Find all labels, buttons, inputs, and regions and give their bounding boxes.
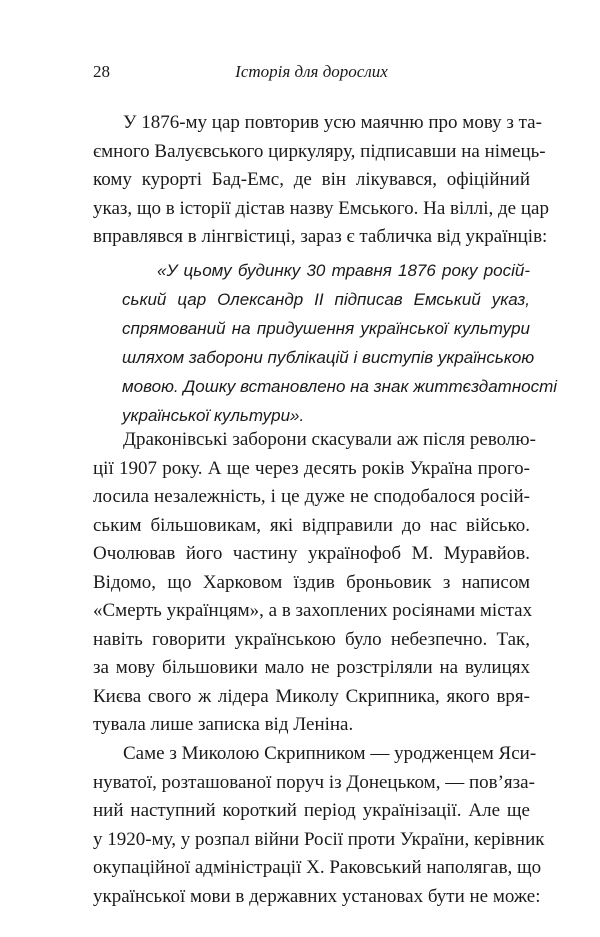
- running-header: [93, 62, 530, 86]
- page-number: 28: [93, 62, 110, 81]
- text-line: ським більшовикам, які відправили до нас військо.: [93, 514, 530, 536]
- text-line: ємного Валуєвського циркуляру, підписавши на німець-: [93, 140, 546, 162]
- quote-line: ський цар Олександр II підписав Емський указ,: [122, 290, 530, 309]
- text-line: «Смерть українцям», а в захоплених росіянами містах: [93, 600, 533, 621]
- text-line: лосила незалежність, і це дуже не сподобалося росій-: [93, 486, 530, 507]
- text-line: Відомо, що Харковом їздив броньовик з написом: [93, 571, 530, 593]
- text-line: у 1920-му, у розпал війни Росії проти України, керівник: [93, 828, 545, 850]
- text-line: вправлявся в лінгвістиці, зараз є табличка від українців:: [93, 226, 548, 247]
- paragraph-1: [93, 109, 549, 252]
- quote-line: мовою. Дошку встановлено на знак життєздатності: [122, 377, 558, 396]
- text-line: Очолював його частину українофоб М. Муравйов.: [93, 543, 530, 564]
- text-line: Саме з Миколою Скрипником — уродженцем Яси-: [123, 743, 537, 764]
- running-title: Історія для дорослих: [235, 62, 388, 81]
- text-line: нуватої, розташованої поруч із Донецьком, — пов’яза-: [93, 771, 535, 793]
- text-line: за мову більшовики мало не розстріляли на вулицях: [93, 657, 530, 678]
- text-line: кому курорті Бад-Емс, де він лікувався, офіційний: [93, 169, 530, 190]
- text-line: Драконівські заборони скасували аж після револю-: [123, 429, 536, 450]
- text-line: ції 1907 року. А ще через десять років Україна прого-: [93, 457, 530, 479]
- paragraph-4: [93, 740, 545, 911]
- text-line: Києва свого ж лідера Миколу Скрипника, якого вря-: [93, 685, 530, 707]
- text-line: української мови в державних установах бути не може:: [93, 885, 541, 907]
- text-line: окупаційної адміністрації Х. Раковський наполягав, що: [93, 857, 542, 878]
- quote-line: спрямований на придушення української культури: [122, 319, 530, 338]
- text-line: У 1876-му цар повторив усю маячню про мову з та-: [123, 112, 542, 133]
- text-line: указ, що в історії дістав назву Емського. На віллі, де цар: [93, 197, 549, 219]
- text-line: навіть говорити українською було небезпечно. Так,: [93, 628, 530, 650]
- quote-line: української культури».: [122, 406, 305, 425]
- quote-line: шляхом заборони публікацій і виступів українською: [122, 348, 535, 367]
- quote-line: «У цьому будинку 30 травня 1876 року росій-: [157, 261, 530, 280]
- text-line: тувала лише записка від Леніна.: [93, 714, 354, 735]
- block-quote: [122, 256, 558, 430]
- paragraph-3: [93, 426, 536, 740]
- text-line: ний наступний короткий період українізації. Але ще: [93, 800, 530, 821]
